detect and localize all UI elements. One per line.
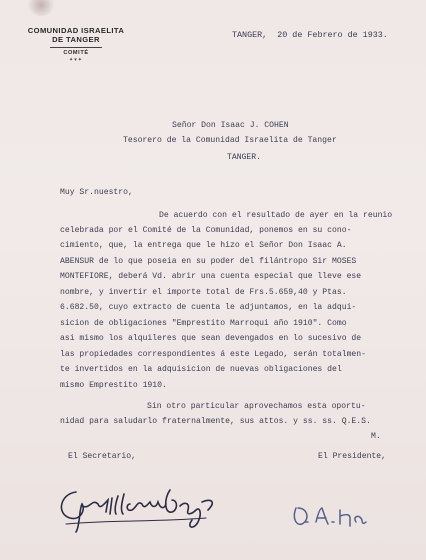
closing-line: M. bbox=[371, 432, 381, 441]
body-line: asi mismo los alquileres que sean devengados en lo sucesivo de bbox=[60, 334, 362, 343]
body-line: te invertidos en la adquisicion de nuevas obligaciones del bbox=[60, 365, 342, 374]
letterhead-line-2: DE TANGER bbox=[52, 35, 100, 44]
body-line: sicion de obligaciones "Emprestito Marroqui año 1910". Como bbox=[60, 319, 347, 328]
secretary-signature bbox=[46, 480, 226, 534]
letterhead-ornament: ✦▾✦ bbox=[69, 57, 83, 63]
body-line: cimiento, que, la entrega que le hizo el Señor Don Isaac A. bbox=[60, 241, 347, 250]
signoff-president: El Presidente, bbox=[318, 452, 386, 461]
president-signature bbox=[288, 496, 388, 536]
letterhead-committee: COMITÉ bbox=[63, 50, 89, 56]
salutation: Muy Sr.nuestro, bbox=[60, 188, 133, 197]
body-line: celebrada por el Comité de la Comunidad, ponemos en su cono- bbox=[60, 226, 352, 235]
body-line: mismo Emprestito 1910. bbox=[60, 381, 167, 390]
body-line: 6.682.50, cuyo extracto de cuenta le adjuntamos, en la adqui- bbox=[60, 303, 357, 312]
letterhead bbox=[12, 26, 140, 63]
body-line: MONTEFIORE, deberá Vd. abrir una cuenta especial que lleve ese bbox=[60, 272, 362, 281]
closing-line: nidad para saludarlo fraternalmente, sus attos. y ss. ss. Q.E.S. bbox=[60, 417, 371, 426]
date-line: TANGER, 20 de Febrero de 1933. bbox=[232, 30, 388, 40]
letterhead-rule bbox=[50, 47, 102, 48]
recipient-name: Señor Don Isaac J. COHEN bbox=[172, 121, 289, 130]
body-line: las propiedades correspondientes á este Legado, serán totalmen- bbox=[60, 350, 366, 359]
body-line: nombre, y invertir el importe total de Frs.5.659,40 y Ptas. bbox=[60, 288, 347, 297]
recipient-city: TANGER. bbox=[227, 153, 261, 162]
body-line: ABENSUR de lo que poseia en su poder del filántropo Sir MOSES bbox=[60, 257, 357, 266]
body-line: De acuerdo con el resultado de ayer en la reunio bbox=[159, 211, 393, 220]
letterhead-line-1: COMUNIDAD ISRAELITA bbox=[27, 26, 125, 35]
recipient-title: Tesorero de la Comunidad Israelita de Tanger bbox=[123, 136, 337, 145]
closing-line: Sin otro particular aprovechamos esta oportu- bbox=[147, 402, 366, 411]
signoff-secretary: El Secretario, bbox=[68, 452, 136, 461]
